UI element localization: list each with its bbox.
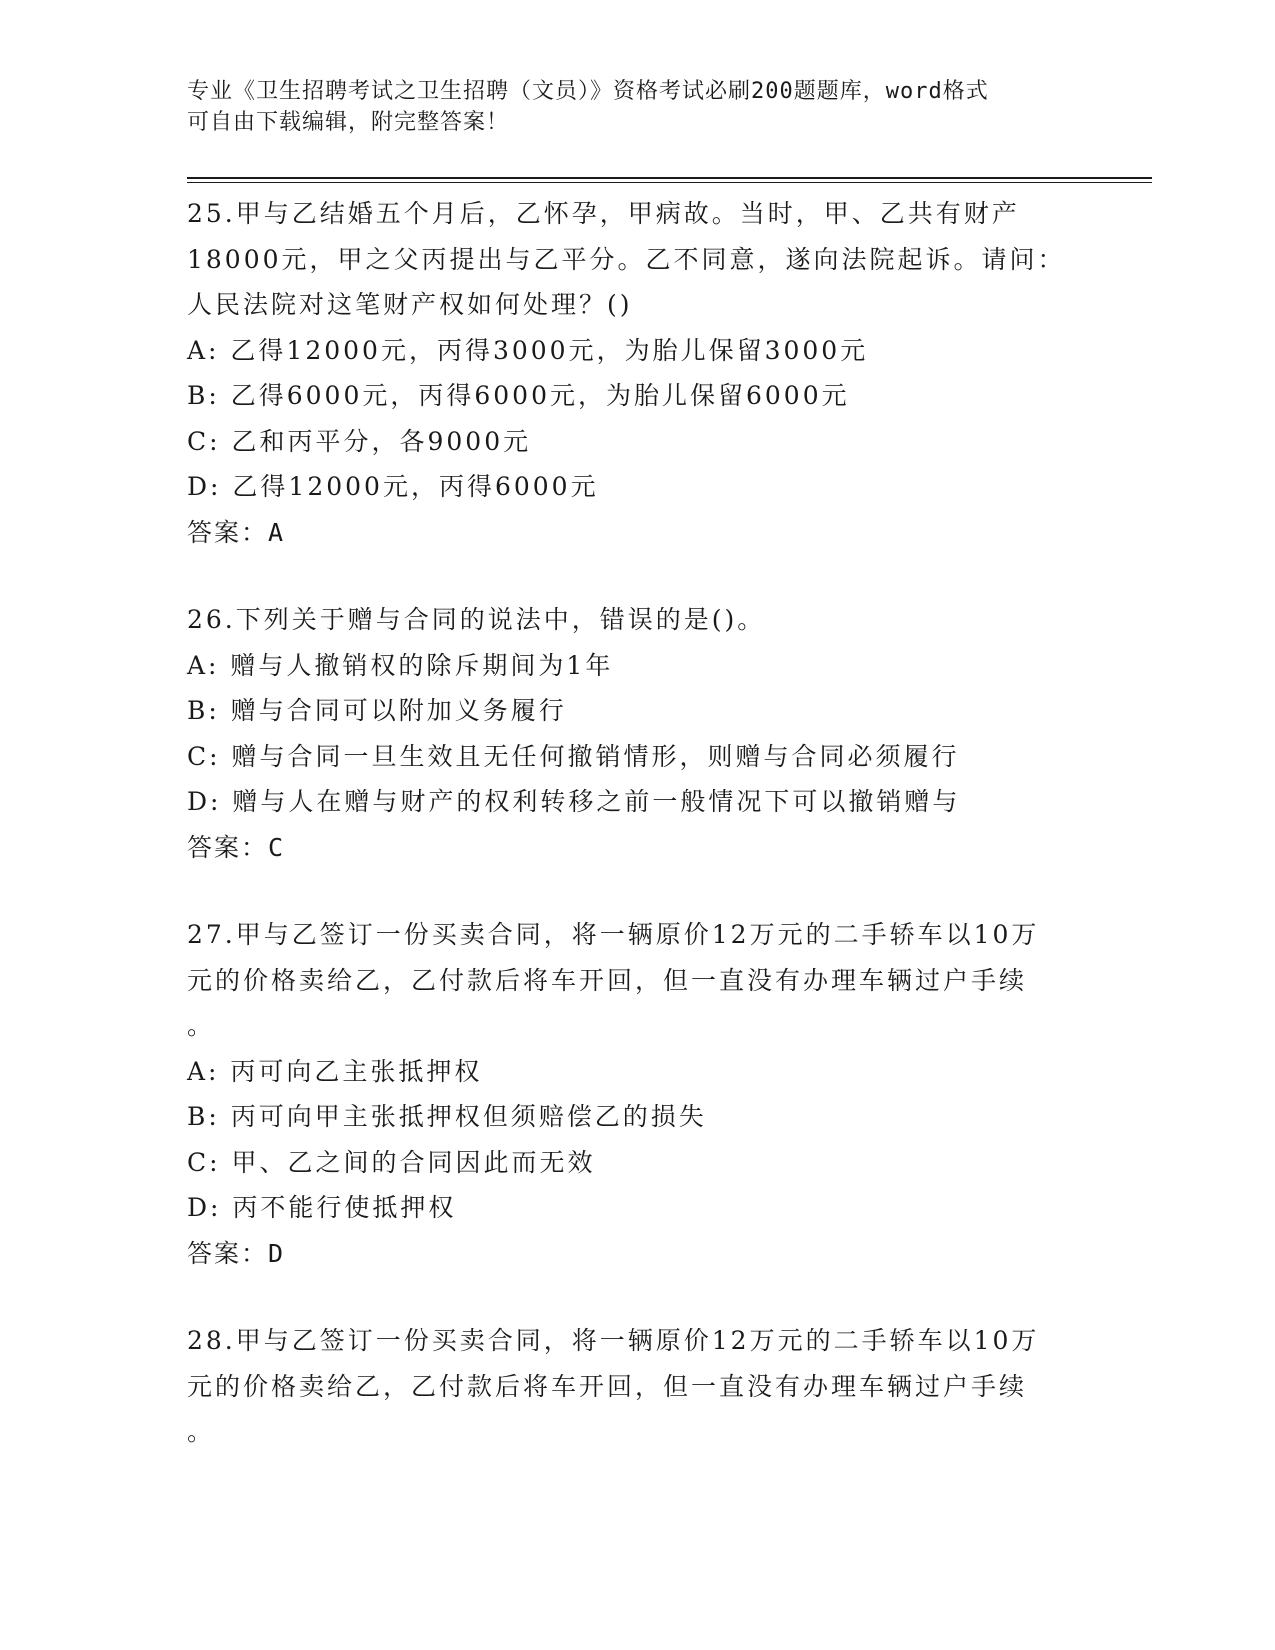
option-c: C: 甲、乙之间的合同因此而无效 — [187, 1147, 596, 1177]
option-d: D: 赠与人在赠与财产的权利转移之前一般情况下可以撤销赠与 — [187, 787, 961, 816]
header-line-2: 可自由下载编辑，附完整答案！ — [187, 110, 510, 135]
header-divider-thin — [187, 182, 1152, 183]
option-b: B: 丙可向甲主张抵押权但须赔偿乙的损失 — [187, 1102, 707, 1131]
option-b: B: 乙得6000元，丙得6000元，为胎儿保留6000元 — [187, 381, 850, 410]
answer: 答案：D — [187, 1238, 286, 1268]
question-stem-line: 人民法院对这笔财产权如何处理？() — [187, 290, 633, 319]
question-stem-line: 27.甲与乙签订一份买卖合同，将一辆原价12万元的二手轿车以10万 — [187, 920, 1040, 949]
option-d: D: 丙不能行使抵押权 — [187, 1193, 457, 1222]
header-divider-thick — [187, 177, 1152, 179]
question-stem-line: 。 — [187, 1417, 216, 1446]
question-stem-line: 18000元，甲之父丙提出与乙平分。乙不同意，遂向法院起诉。请问： — [187, 244, 1066, 274]
header-line-1: 专业《卫生招聘考试之卫生招聘（文员）》资格考试必刷200题题库，word格式 — [187, 79, 989, 104]
question-stem-line: 元的价格卖给乙，乙付款后将车开回，但一直没有办理车辆过户手续 — [187, 965, 1028, 995]
question-stem-line: 元的价格卖给乙，乙付款后将车开回，但一直没有办理车辆过户手续 — [187, 1371, 1028, 1401]
option-a: A: 丙可向乙主张抵押权 — [187, 1056, 483, 1086]
option-a: A: 赠与人撤销权的除斥期间为1年 — [187, 650, 614, 680]
question-27 — [187, 912, 1087, 1276]
question-stem-line: 25.甲与乙结婚五个月后，乙怀孕，甲病故。当时，甲、乙共有财产 — [187, 199, 1020, 228]
document-header — [187, 76, 1067, 138]
question-list — [187, 191, 1087, 1455]
option-d: D: 乙得12000元，丙得6000元 — [187, 472, 599, 501]
option-a: A: 乙得12000元，丙得3000元，为胎儿保留3000元 — [187, 335, 869, 365]
answer: 答案：A — [187, 517, 286, 547]
question-stem-line: 26.下列关于赠与合同的说法中，错误的是()。 — [187, 605, 766, 634]
question-25 — [187, 191, 1087, 555]
question-28 — [187, 1318, 1087, 1455]
option-c: C: 赠与合同一旦生效且无任何撤销情形，则赠与合同必须履行 — [187, 741, 960, 771]
question-stem-line: 。 — [187, 1011, 216, 1040]
question-26 — [187, 597, 1087, 870]
option-c: C: 乙和丙平分，各9000元 — [187, 426, 532, 456]
question-stem-line: 28.甲与乙签订一份买卖合同，将一辆原价12万元的二手轿车以10万 — [187, 1326, 1040, 1355]
answer: 答案：C — [187, 832, 286, 862]
option-b: B: 赠与合同可以附加义务履行 — [187, 696, 567, 725]
